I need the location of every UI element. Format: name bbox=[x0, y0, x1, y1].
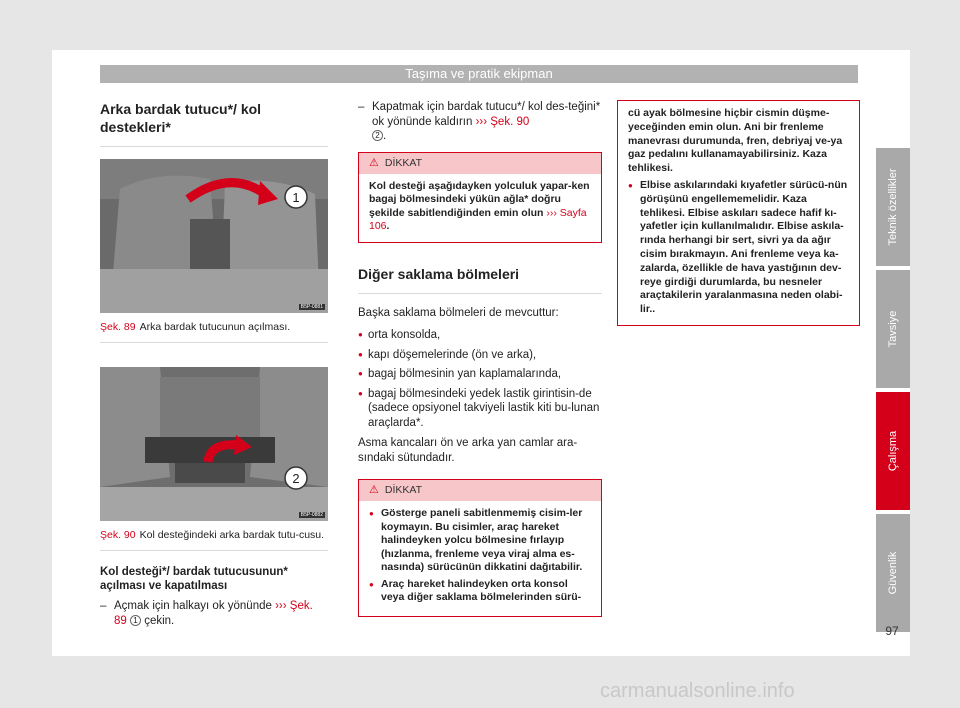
figure-code: B5P-0881 bbox=[300, 304, 323, 310]
list-item: ● bagaj bölmesindeki yedek lastik girintisin-de (sadece opsiyonel takviyeli lastik kiti bu-lunan araçlarda*. bbox=[358, 387, 602, 431]
caption-text: Kol desteğindeki arka bardak tutu-cusu. bbox=[139, 529, 325, 541]
figure-ref[interactable]: Şek. 90 bbox=[100, 529, 136, 541]
warning-box-storage bbox=[358, 479, 602, 617]
warning-text: Kol desteği aşağıdayken yolculuk yapar-ken bagaj bölmesindeki yükün ağla* doğru şekilde sabitlendiğinden emin olun ››› Sayfa 106. bbox=[369, 179, 590, 232]
manual-page bbox=[52, 50, 910, 656]
column-right bbox=[617, 100, 860, 326]
column-left bbox=[100, 100, 328, 632]
warning-box-armrest bbox=[358, 152, 602, 243]
link-fig-89[interactable]: ››› Şek. 89 bbox=[114, 600, 313, 627]
list-item: ● kapı döşemelerinde (ön ve arka), bbox=[358, 348, 602, 363]
tab-guvenlik[interactable]: Güvenlik bbox=[876, 514, 910, 632]
column-middle bbox=[358, 100, 602, 617]
list-item: ● orta konsolda, bbox=[358, 328, 602, 343]
link-fig-90[interactable]: ››› Şek. 90 bbox=[475, 115, 530, 128]
warning-header: ⚠ DİKKAT bbox=[359, 480, 601, 501]
tab-tavsiye[interactable]: Tavsiye bbox=[876, 270, 910, 388]
figure-90-caption bbox=[100, 521, 328, 551]
watermark: carmanualsonline.info bbox=[600, 680, 795, 702]
caption-text: Arka bardak tutucunun açılması. bbox=[139, 321, 291, 333]
warning-header: ⚠ DİKKAT bbox=[359, 153, 601, 174]
warning-text bbox=[359, 501, 601, 616]
section-title-cup-holder: Arka bardak tutucu*/ kol destekleri* bbox=[100, 100, 328, 147]
callout-badge: 2 bbox=[372, 130, 383, 141]
figure-ref[interactable]: Şek. 89 bbox=[100, 321, 136, 333]
hooks-text: Asma kancaları ön ve arka yan camlar ara-sındaki sütundadır. bbox=[358, 437, 578, 464]
warning-text: cü ayak bölmesine hiçbir cismin düşme-yeceğinden emin olun. Ani bir frenleme manevrası durumunda, fren, debriyaj ve-ya gaz pedalını kullanamayabilirsiniz. Kaza tehlikesi. bbox=[628, 107, 843, 175]
figure-89-photo bbox=[100, 159, 328, 313]
chapter-tabs bbox=[876, 148, 910, 636]
chapter-header: Taşıma ve pratik ekipman bbox=[100, 65, 858, 83]
step-open: – Açmak için halkayı ok yönünde ››› Şek. 89 1 çekin. bbox=[100, 599, 328, 628]
page-number: 97 bbox=[885, 624, 899, 638]
storage-intro: Başka saklama bölmeleri de mevcuttur: bbox=[358, 306, 559, 319]
figure-code: B5P-0882 bbox=[300, 512, 323, 518]
list-item: ● bagaj bölmesinin yan kaplamalarında, bbox=[358, 367, 602, 382]
warning-box-continued bbox=[617, 100, 860, 326]
warning-bullet: ● Araç hareket halindeyken orta konsol veya diğer saklama bölmelerinden sürü- bbox=[369, 578, 593, 605]
subsection-title: Kol desteği*/ bardak tutucusunun* açılması ve kapatılması bbox=[100, 566, 288, 592]
link-page-106[interactable]: ››› Sayfa 106 bbox=[369, 206, 587, 232]
warning-bullet: ● Gösterge paneli sabitlenmemiş cisim-ler koymayın. Bu cisimler, araç hareket halindeyken yolcu bölmesine fırlayıp (hızlanma, frenleme veya viraj alma es-nasında) sürücünün dikkatini dağıtabilir. bbox=[369, 507, 593, 575]
callout-badge: 1 bbox=[130, 615, 141, 626]
warning-icon: ⚠ bbox=[369, 484, 379, 496]
warning-icon: ⚠ bbox=[369, 156, 379, 169]
figure-90-photo bbox=[100, 367, 328, 521]
step-close: – Kapatmak için bardak tutucu*/ kol des-teğini* ok yönünde kaldırın ››› Şek. 90 2 . bbox=[358, 100, 602, 144]
tab-teknik-ozellikler[interactable]: Teknik özellikler bbox=[876, 148, 910, 266]
svg-text:2: 2 bbox=[292, 471, 300, 486]
tab-calisma[interactable]: Çalışma bbox=[876, 392, 910, 510]
svg-text:1: 1 bbox=[292, 190, 300, 205]
section-title-storage: Diğer saklama bölmeleri bbox=[358, 265, 602, 294]
warning-bullet: ● Elbise askılarındaki kıyafetler sürücü-nün görüşünü engellememelidir. Kaza tehlikesi. Elbise askıları sadece hafif kı-yafetler için kullanılmalıdır. Elbise askıla-rında herhangi bir sert, sivri ya da ağır cisim bırakmayın. Ani frenleme veya ka-zalarda, özellikle de hava yastığının dev-reye girdiği durumlarda, bu nesneler araçtakilerin yaralanmasına neden olabi-lir.. bbox=[628, 179, 851, 317]
figure-89-caption bbox=[100, 313, 328, 343]
